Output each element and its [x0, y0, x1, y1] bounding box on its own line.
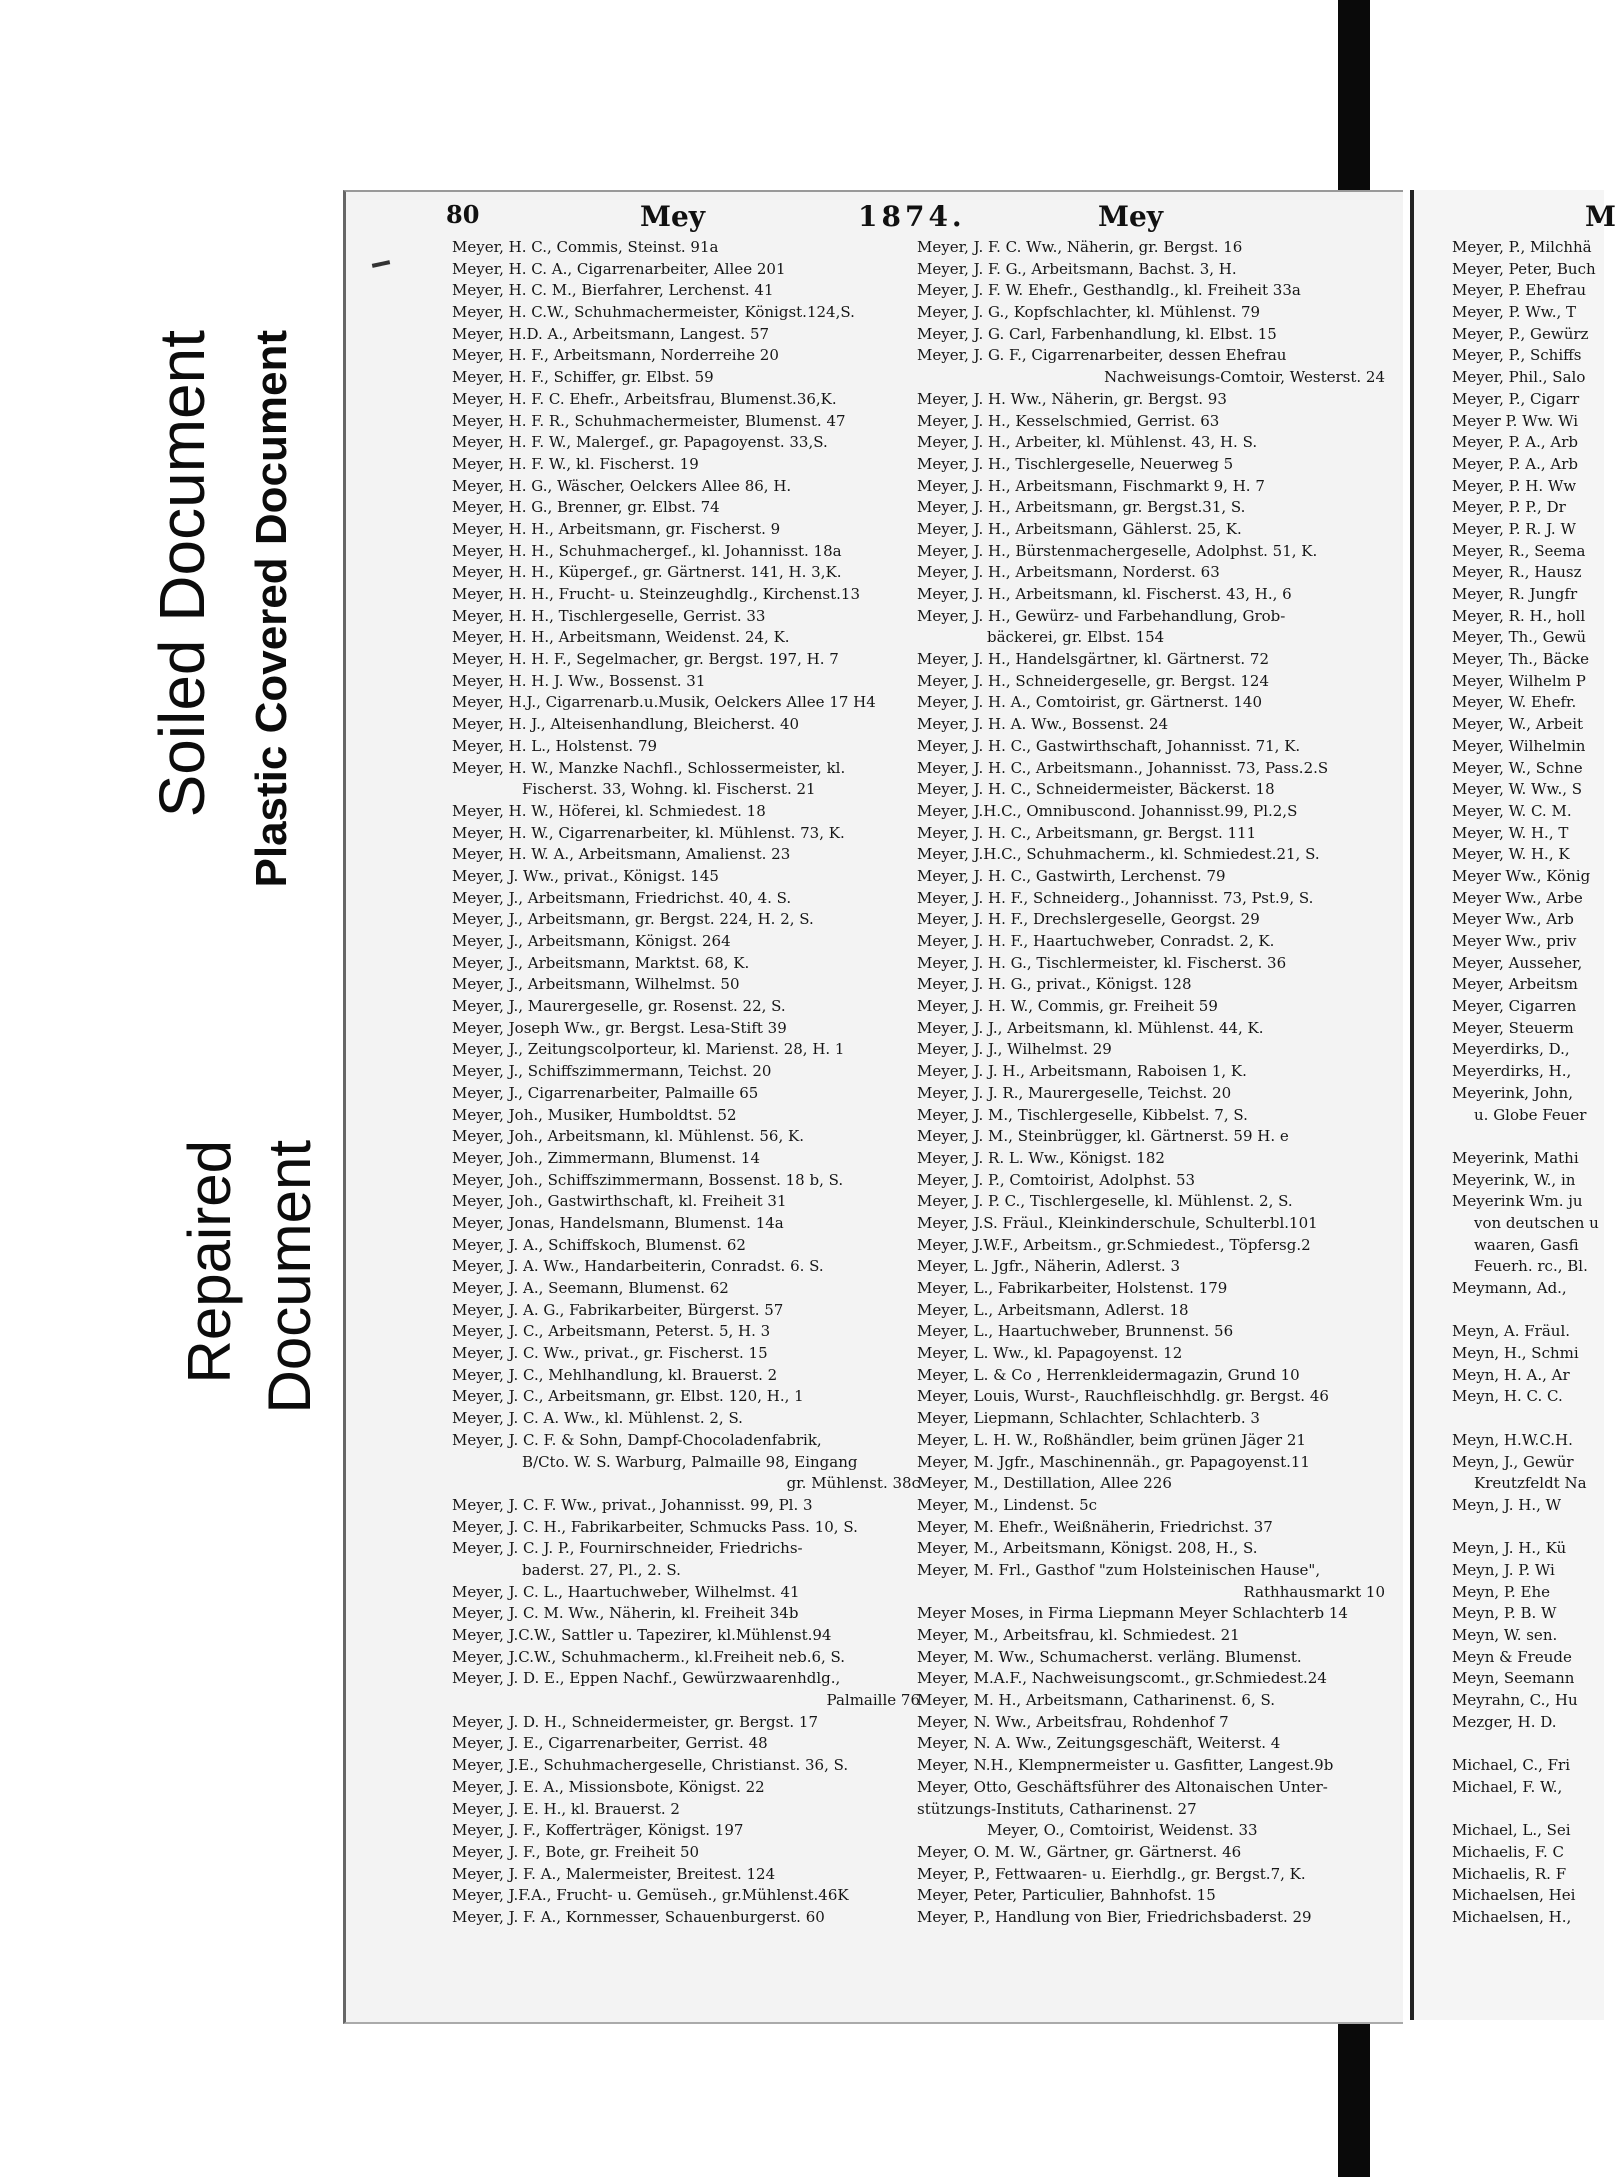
- directory-entry: Meyer, J.H.C., Omnibuscond. Johannisst.99, Pl.2,S: [917, 801, 1298, 820]
- directory-entry: Meyn, Seemann: [1452, 1669, 1575, 1688]
- directory-entry: Meyn, J., Gewür: [1452, 1452, 1574, 1471]
- directory-entry: Meyer, J. H., Arbeitsmann, gr. Bergst.31, S.: [917, 498, 1246, 517]
- directory-entry: Meyer, J., Cigarrenarbeiter, Palmaille 65: [452, 1083, 759, 1102]
- directory-entry: Meyer, H. C.W., Schuhmachermeister, Königst.124,S.: [452, 303, 855, 322]
- directory-entry: Meyer, J. H. A., Comtoirist, gr. Gärtnerst. 140: [917, 693, 1262, 712]
- directory-entry: Meyer, J., Arbeitsmann, Wilhelmst. 50: [452, 975, 740, 994]
- directory-entry: Meyer, O., Comtoirist, Weidenst. 33: [987, 1821, 1258, 1840]
- directory-entry: Meyn, A. Fräul.: [1452, 1322, 1571, 1341]
- directory-entry: [1452, 1408, 1602, 1430]
- directory-entry: Meyer, O. M. W., Gärtner, gr. Gärtnerst. 46: [917, 1842, 1242, 1861]
- directory-entry: Meyer, J. E. H., kl. Brauerst. 2: [452, 1799, 680, 1818]
- directory-entry: Michael, L., Sei: [1452, 1821, 1571, 1840]
- directory-entry: Michael, C., Fri: [1452, 1756, 1570, 1775]
- directory-entry: Meyer, P. P., Dr: [1452, 498, 1566, 517]
- directory-entry: Meyer, P. Ww., T: [1452, 303, 1577, 322]
- directory-entry: Meyer, P., Schiffs: [1452, 346, 1582, 365]
- directory-entry: Meyer, J. H. C., Arbeitsmann., Johannisst. 73, Pass.2.S: [917, 758, 1329, 777]
- directory-entry: Meyer, H. G., Wäscher, Oelckers Allee 86, H.: [452, 476, 792, 495]
- directory-entry: Meyer, H. W. A., Arbeitsmann, Amalienst. 23: [452, 845, 791, 864]
- year-head: 1874.: [858, 200, 966, 233]
- directory-entry: Meyn, H.W.C.H.: [1452, 1430, 1573, 1449]
- directory-entry: Meymann, Ad.,: [1452, 1279, 1567, 1297]
- directory-entry: Meyer, M. Frl., Gasthof "zum Holsteinischen Hause",: [917, 1560, 1321, 1579]
- directory-entry: Meyer, J.W.F., Arbeitsm., gr.Schmiedest., Töpfersg.2: [917, 1235, 1311, 1254]
- directory-entry: Meyerink, W., in: [1452, 1170, 1576, 1189]
- right-running-head: Mey: [1098, 200, 1164, 233]
- directory-entry: Meyer, J. H. W., Commis, gr. Freiheit 59: [917, 997, 1218, 1016]
- directory-entry: Meyer, W. H., K: [1452, 845, 1570, 864]
- directory-entry: Meyer, Liepmann, Schlachter, Schlachterb. 3: [917, 1409, 1260, 1428]
- directory-entry: Meyer, L. H. W., Roßhändler, beim grünen Jäger 21: [917, 1430, 1306, 1449]
- directory-entry: Meyrahn, C., Hu: [1452, 1691, 1578, 1710]
- directory-entry: Meyer, J. H., Handelsgärtner, kl. Gärtnerst. 72: [917, 650, 1270, 669]
- directory-entry: Meyer Ww., Arb: [1452, 910, 1574, 929]
- directory-entry: Meyer, P. Ehefrau: [1452, 281, 1587, 300]
- directory-entry: Meyer, R., Seema: [1452, 541, 1586, 560]
- directory-entry: Meyer, P. A., Arb: [1452, 454, 1578, 473]
- directory-entry: Meyer, J. F. A., Kornmesser, Schauenburgerst. 60: [452, 1907, 825, 1926]
- directory-entry: Meyer, J. R. L. Ww., Königst. 182: [917, 1148, 1165, 1167]
- directory-entry: Meyer, M. Jgfr., Maschinennäh., gr. Papagoyenst.11: [917, 1452, 1310, 1471]
- directory-entry: Meyer, Joh., Arbeitsmann, kl. Mühlenst. 56, K.: [452, 1127, 804, 1146]
- directory-entry: Meyerink Wm. ju: [1452, 1192, 1583, 1211]
- directory-entry: Meyer, J. F. A., Malermeister, Breitest. 124: [452, 1864, 776, 1883]
- directory-entry: Meyer Ww., Arbe: [1452, 888, 1583, 907]
- directory-entry: Meyer, P., Milchhä: [1452, 238, 1592, 256]
- directory-entry: Meyer Ww., König: [1452, 866, 1591, 885]
- directory-entry: Meyer, J., Arbeitsmann, Friedrichst. 40, 4. S.: [452, 888, 792, 907]
- directory-entry: Kreutzfeldt Na: [1474, 1474, 1587, 1493]
- directory-entry: Meyer, H. W., Manzke Nachfl., Schlossermeister, kl.: [452, 758, 846, 777]
- directory-entry: Meyer, J. Ww., privat., Königst. 145: [452, 866, 719, 885]
- directory-entry: Meyer, P., Handlung von Bier, Friedrichsbaderst. 29: [917, 1907, 1312, 1926]
- directory-entry: Meyerink, John,: [1452, 1083, 1573, 1102]
- directory-entry: baderst. 27, Pl., 2. S.: [522, 1560, 681, 1579]
- directory-entry: Meyer, M., Arbeitsmann, Königst. 208, H., S.: [917, 1539, 1258, 1558]
- directory-entry: Michaelsen, H.,: [1452, 1907, 1572, 1926]
- directory-entry: Meyer, H. J., Alteisenhandlung, Bleicherst. 40: [452, 715, 800, 734]
- directory-entry: von deutschen u: [1474, 1213, 1599, 1232]
- directory-entry: Meyer, J. H., Kesselschmied, Gerrist. 63: [917, 411, 1220, 430]
- directory-entry: Meyer, J. H. Ww., Näherin, gr. Bergst. 93: [917, 389, 1227, 408]
- directory-entry: Meyer, W. H., T: [1452, 823, 1569, 842]
- directory-entry: Michaelis, F. C: [1452, 1842, 1564, 1861]
- directory-entry: u. Globe Feuer: [1474, 1105, 1587, 1124]
- directory-entry: Meyer, H. F. R., Schuhmachermeister, Blumenst. 47: [452, 411, 846, 430]
- directory-entry: Meyer, L., Arbeitsmann, Adlerst. 18: [917, 1300, 1189, 1319]
- directory-entry: Meyer, H. H., Arbeitsmann, Weidenst. 24, K.: [452, 628, 790, 647]
- directory-entry: Meyer, N. Ww., Arbeitsfrau, Rohdenhof 7: [917, 1712, 1229, 1731]
- directory-entry: Meyer, J. J., Wilhelmst. 29: [917, 1040, 1112, 1059]
- directory-entry: Meyer, W., Arbeit: [1452, 715, 1584, 734]
- directory-entry: Meyer, J. F. C. Ww., Näherin, gr. Bergst. 16: [917, 238, 1243, 256]
- plastic-covered-label: Plastic Covered Document: [247, 330, 296, 888]
- directory-entry: Meyer, J. C. J. P., Fournirschneider, Friedrichs-: [452, 1539, 803, 1558]
- directory-entry: Meyer, J., Schiffszimmermann, Teichst. 20: [452, 1062, 772, 1081]
- directory-entry: Meyer, J. J. H., Arbeitsmann, Raboisen 1, K.: [917, 1062, 1247, 1081]
- left-running-head: Mey: [640, 200, 706, 233]
- directory-column-right: [917, 237, 1385, 1929]
- directory-entry: Meyn, W. sen.: [1452, 1626, 1558, 1644]
- directory-entry: Meyer, P. R. J. W: [1452, 519, 1576, 538]
- directory-entry: [1452, 1733, 1602, 1755]
- directory-entry: Meyer, L., Haartuchweber, Brunnenst. 56: [917, 1322, 1234, 1341]
- directory-entry: Meyer, J., Arbeitsmann, gr. Bergst. 224, H. 2, S.: [452, 910, 814, 929]
- directory-entry: Meyer Ww., priv: [1452, 932, 1577, 950]
- directory-entry: Meyer, Ausseher,: [1452, 953, 1583, 972]
- directory-entry: bäckerei, gr. Elbst. 154: [987, 628, 1165, 647]
- directory-entry: Meyer, H. H. F., Segelmacher, gr. Bergst. 197, H. 7: [452, 650, 839, 669]
- directory-entry: Meyer, J. A. Ww., Handarbeiterin, Conradst. 6. S.: [452, 1257, 824, 1276]
- repaired-label-2: Document: [256, 1140, 323, 1414]
- directory-entry: Meyer, H. C. M., Bierfahrer, Lerchenst. 41: [452, 281, 774, 300]
- directory-entry: Feuerh. rc., Bl.: [1474, 1257, 1588, 1276]
- directory-entry: Meyer, J. C., Mehlhandlung, kl. Brauerst. 2: [452, 1365, 778, 1384]
- directory-entry: Meyer, J. H. G., Tischlermeister, kl. Fischerst. 36: [917, 953, 1287, 972]
- directory-entry: Meyer, N. A. Ww., Zeitungsgeschäft, Weiterst. 4: [917, 1734, 1281, 1753]
- directory-entry: Meyer, L. Ww., kl. Papagoyenst. 12: [917, 1344, 1183, 1363]
- directory-entry: Meyer, J. J., Arbeitsmann, kl. Mühlenst. 44, K.: [917, 1018, 1264, 1037]
- directory-entry: Meyer, J. C. A. Ww., kl. Mühlenst. 2, S.: [452, 1409, 743, 1428]
- directory-entry: Meyer, J., Arbeitsmann, Marktst. 68, K.: [452, 953, 750, 972]
- directory-entry: Meyn, H. C. C.: [1452, 1387, 1563, 1406]
- directory-entry: Meyer, H. H., Arbeitsmann, gr. Fischerst. 9: [452, 519, 781, 538]
- directory-entry: Meyer, Arbeitsm: [1452, 975, 1578, 994]
- directory-entry: Meyer, J.H.C., Schuhmacherm., kl. Schmiedest.21, S.: [917, 845, 1320, 864]
- directory-entry: Meyer, J. C. F. Ww., privat., Johannisst. 99, Pl. 3: [452, 1495, 813, 1514]
- directory-entry: Nachweisungs-Comtoir, Westerst. 24: [1104, 368, 1385, 387]
- directory-entry: Meyer, J. E., Cigarrenarbeiter, Gerrist. 48: [452, 1734, 768, 1753]
- directory-entry: Meyer, H. W., Höferei, kl. Schmiedest. 18: [452, 801, 766, 820]
- directory-entry: Meyer, R., Hausz: [1452, 563, 1582, 582]
- directory-entry: Meyer, W. Ehefr.: [1452, 693, 1577, 712]
- directory-entry: Meyer, J. H., Arbeitsmann, Norderst. 63: [917, 563, 1220, 582]
- directory-entry: Meyn, H., Schmi: [1452, 1344, 1579, 1363]
- directory-entry: Meyer, P., Fettwaaren- u. Eierhdlg., gr. Bergst.7, K.: [917, 1864, 1306, 1883]
- directory-entry: Meyer, J. D. H., Schneidermeister, gr. Bergst. 17: [452, 1712, 819, 1731]
- directory-entry: Meyer, P. H. Ww: [1452, 476, 1577, 495]
- directory-entry: Meyer, M.A.F., Nachweisungscomt., gr.Schmiedest.24: [917, 1669, 1327, 1688]
- directory-entry: Meyer, Jonas, Handelsmann, Blumenst. 14a: [452, 1213, 784, 1232]
- directory-entry: Meyer, J. F. W. Ehefr., Gesthandlg., kl. Freiheit 33a: [917, 281, 1301, 300]
- directory-entry: Meyer, N.H., Klempnermeister u. Gasfitter, Langest.9b: [917, 1756, 1334, 1775]
- directory-entry: Meyer, J. F., Bote, gr. Freiheit 50: [452, 1842, 700, 1861]
- directory-entry: Meyer, L., Fabrikarbeiter, Holstenst. 179: [917, 1279, 1228, 1297]
- directory-entry: Meyer, J. M., Tischlergeselle, Kibbelst. 7, S.: [917, 1105, 1248, 1124]
- directory-entry: Rathhausmarkt 10: [1243, 1582, 1385, 1601]
- directory-entry: Meyer, J. A., Schiffskoch, Blumenst. 62: [452, 1235, 746, 1254]
- directory-entry: Meyer, J. H. C., Schneidermeister, Bäckerst. 18: [917, 780, 1275, 799]
- directory-entry: Meyn, P. Ehe: [1452, 1582, 1550, 1601]
- directory-entry: Meyer, H. F., Arbeitsmann, Norderreihe 20: [452, 346, 779, 365]
- directory-entry: Meyer, J., Arbeitsmann, Königst. 264: [452, 932, 731, 950]
- directory-entry: Meyer, J. H., Arbeitsmann, kl. Fischerst. 43, H., 6: [917, 585, 1292, 603]
- directory-entry: Meyer, J. G. F., Cigarrenarbeiter, dessen Ehefrau: [917, 346, 1287, 365]
- directory-entry: Meyer, J. F., Kofferträger, Königst. 197: [452, 1821, 744, 1840]
- directory-entry: Meyer, Otto, Geschäftsführer des Altonaischen Unter-: [917, 1777, 1328, 1796]
- directory-entry: Meyer, J. H. F., Schneiderg., Johannisst. 73, Pst.9, S.: [917, 888, 1314, 907]
- directory-entry: Meyn, J. P. Wi: [1452, 1560, 1555, 1579]
- directory-entry: Meyer, J. H., Gewürz- und Farbehandlung, Grob-: [917, 606, 1286, 625]
- directory-entry: Meyer, J. G. Carl, Farbenhandlung, kl. Elbst. 15: [917, 324, 1277, 343]
- directory-entry: [1452, 1126, 1602, 1148]
- directory-entry: Meyer, H. F., Schiffer, gr. Elbst. 59: [452, 368, 714, 387]
- directory-entry: Meyer, J. P. C., Tischlergeselle, kl. Mühlenst. 2, S.: [917, 1192, 1293, 1211]
- directory-entry: Meyer, J., Maurergeselle, gr. Rosenst. 22, S.: [452, 997, 786, 1016]
- directory-entry: Meyer, Joh., Zimmermann, Blumenst. 14: [452, 1148, 760, 1167]
- directory-entry: Michael, F. W.,: [1452, 1777, 1563, 1796]
- directory-entry: Meyer, J. H. G., privat., Königst. 128: [917, 975, 1192, 994]
- directory-entry: Meyer, J. D. E., Eppen Nachf., Gewürzwaarenhdlg.,: [452, 1669, 841, 1688]
- directory-entry: Meyer, J. M., Steinbrügger, kl. Gärtnerst. 59 H. e: [917, 1127, 1289, 1146]
- directory-entry: Meyer, M. Ww., Schumacherst. verläng. Blumenst.: [917, 1647, 1302, 1666]
- directory-entry: Meyn, P. B. W: [1452, 1604, 1557, 1623]
- directory-entry: Meyer, J. C. Ww., privat., gr. Fischerst. 15: [452, 1344, 768, 1363]
- directory-entry: Meyer, Wilhelmin: [1452, 736, 1586, 755]
- directory-entry: Meyer, H. F. W., Malergef., gr. Papagoyenst. 33,S.: [452, 433, 828, 452]
- directory-entry: Meyer, H. C. A., Cigarrenarbeiter, Allee 201: [452, 259, 786, 278]
- directory-entry: [1452, 1300, 1602, 1322]
- directory-entry: Meyer, H. L., Holstenst. 79: [452, 736, 658, 755]
- directory-entry: Meyer, J. C. L., Haartuchweber, Wilhelmst. 41: [452, 1582, 800, 1601]
- directory-entry: [1452, 1517, 1602, 1539]
- directory-column-left: [452, 237, 920, 1929]
- directory-entry: Meyer, L. & Co , Herrenkleidermagazin, Grund 10: [917, 1365, 1300, 1384]
- next-page-head: M: [1585, 200, 1616, 233]
- directory-entry: Meyer, Joseph Ww., gr. Bergst. Lesa-Stift 39: [452, 1018, 787, 1037]
- directory-entry: Meyer, J.E., Schuhmachergeselle, Christianst. 36, S.: [452, 1756, 849, 1775]
- directory-entry: Meyer, J. H., Tischlergeselle, Neuerweg 5: [917, 454, 1234, 473]
- directory-entry: Meyer, J. H. F., Haartuchweber, Conradst. 2, K.: [917, 932, 1275, 950]
- directory-entry: Meyer, J. E. A., Missionsbote, Königst. 22: [452, 1777, 765, 1796]
- directory-entry: Meyer, R. H., holl: [1452, 606, 1586, 625]
- directory-entry: [1452, 1799, 1602, 1821]
- black-binding-bar-bottom: [1338, 2010, 1370, 2177]
- directory-entry: Meyer, Joh., Schiffszimmermann, Bossenst. 18 b, S.: [452, 1170, 844, 1189]
- directory-entry: Meyer, Peter, Particulier, Bahnhofst. 15: [917, 1886, 1216, 1905]
- directory-entry: Meyer, J. F. G., Arbeitsmann, Bachst. 3, H.: [917, 259, 1237, 278]
- directory-entry: Meyer, J. C., Arbeitsmann, gr. Elbst. 120, H., 1: [452, 1387, 804, 1406]
- directory-entry: Meyerdirks, H.,: [1452, 1062, 1572, 1081]
- directory-entry: Meyer, J. C. M. Ww., Näherin, kl. Freiheit 34b: [452, 1604, 799, 1623]
- directory-entry: Meyer, R. Jungfr: [1452, 585, 1578, 603]
- directory-entry: Meyer, J. H., Schneidergeselle, gr. Bergst. 124: [917, 671, 1270, 690]
- directory-entry: Meyer, J. P., Comtoirist, Adolphst. 53: [917, 1170, 1196, 1189]
- directory-entry: Meyer, W. Ww., S: [1452, 780, 1583, 799]
- directory-entry: Meyer, Th., Bäcke: [1452, 650, 1589, 669]
- page-number: 80: [446, 200, 480, 229]
- directory-entry: Meyer, J. H., Arbeitsmann, Gählerst. 25, K.: [917, 519, 1242, 538]
- directory-entry: Meyn, J. H., Kü: [1452, 1539, 1567, 1558]
- directory-entry: Meyer, Phil., Salo: [1452, 368, 1586, 387]
- directory-entry: Meyer, M., Arbeitsfrau, kl. Schmiedest. 21: [917, 1626, 1240, 1644]
- directory-entry: Meyer, Louis, Wurst-, Rauchfleischhdlg. gr. Bergst. 46: [917, 1387, 1329, 1406]
- directory-entry: Meyer, Steuerm: [1452, 1018, 1574, 1037]
- directory-entry: Meyer, L. Jgfr., Näherin, Adlerst. 3: [917, 1257, 1180, 1276]
- directory-entry: Meyer, J. H., Bürstenmachergeselle, Adolphst. 51, K.: [917, 541, 1318, 560]
- directory-entry: Meyer, J. H. C., Gastwirthschaft, Johannisst. 71, K.: [917, 736, 1301, 755]
- directory-entry: Meyer, J. H. C., Arbeitsmann, gr. Bergst. 111: [917, 823, 1257, 842]
- directory-entry: Meyer, J.C.W., Schuhmacherm., kl.Freiheit neb.6, S.: [452, 1647, 846, 1666]
- black-binding-bar-top: [1338, 0, 1370, 200]
- directory-entry: Meyer, Joh., Musiker, Humboldtst. 52: [452, 1105, 737, 1124]
- directory-entry: Meyn & Freude: [1452, 1647, 1572, 1666]
- directory-entry: Meyer, W. C. M.: [1452, 801, 1572, 820]
- directory-entry: B/Cto. W. S. Warburg, Palmaille 98, Eingang: [522, 1452, 858, 1471]
- directory-entry: Meyer, M., Destillation, Allee 226: [917, 1474, 1172, 1493]
- directory-entry: Meyer, H. H., Tischlergeselle, Gerrist. 33: [452, 606, 766, 625]
- directory-entry: Meyer, J. C., Arbeitsmann, Peterst. 5, H. 3: [452, 1322, 771, 1341]
- directory-entry: Michaelis, R. F: [1452, 1864, 1567, 1883]
- directory-entry: Meyer, J. H. C., Gastwirth, Lerchenst. 79: [917, 866, 1226, 885]
- directory-entry: Meyer, M., Lindenst. 5c: [917, 1495, 1098, 1514]
- directory-entry: Meyer, J. H., Arbeitsmann, Fischmarkt 9, H. 7: [917, 476, 1265, 495]
- directory-entry: Meyerdirks, D.,: [1452, 1040, 1570, 1059]
- directory-entry: Meyer, H. W., Cigarrenarbeiter, kl. Mühlenst. 73, K.: [452, 823, 845, 842]
- directory-entry: Mezger, H. D.: [1452, 1712, 1557, 1731]
- directory-entry: Meyer, P. A., Arb: [1452, 433, 1578, 452]
- directory-entry: Meyer, H. H., Küpergef., gr. Gärtnerst. 141, H. 3,K.: [452, 563, 842, 582]
- directory-entry: Meyer, J. A. G., Fabrikarbeiter, Bürgerst. 57: [452, 1300, 784, 1319]
- directory-entry: Meyer Moses, in Firma Liepmann Meyer Schlachterb 14: [917, 1604, 1348, 1623]
- directory-entry: Meyn, H. A., Ar: [1452, 1365, 1570, 1384]
- directory-entry: Meyerink, Mathi: [1452, 1148, 1579, 1167]
- directory-entry: Palmaille 76: [826, 1691, 920, 1710]
- directory-entry: waaren, Gasfi: [1474, 1235, 1579, 1254]
- directory-entry: Meyer, J. C. F. & Sohn, Dampf-Chocoladenfabrik,: [452, 1430, 822, 1449]
- directory-entry: Michaelsen, Hei: [1452, 1886, 1576, 1905]
- directory-entry: Meyer, H. F. W., kl. Fischerst. 19: [452, 454, 699, 473]
- directory-entry: stützungs-Instituts, Catharinenst. 27: [917, 1799, 1197, 1818]
- soiled-document-label: Soiled Document: [146, 330, 218, 818]
- directory-entry: Meyer, M. Ehefr., Weißnäherin, Friedrichst. 37: [917, 1517, 1273, 1536]
- directory-entry: Meyer, J. H. A. Ww., Bossenst. 24: [917, 715, 1169, 734]
- directory-entry: Meyer, J.F.A., Frucht- u. Gemüseh., gr.Mühlenst.46K: [452, 1886, 849, 1905]
- directory-entry: Meyer, H.J., Cigarrenarb.u.Musik, Oelckers Allee 17 H4: [452, 693, 876, 712]
- directory-entry: Meyer, M. H., Arbeitsmann, Catharinenst. 6, S.: [917, 1691, 1276, 1710]
- directory-entry: Meyer P. Ww. Wi: [1452, 411, 1579, 430]
- directory-entry: Meyer, P., Cigarr: [1452, 389, 1580, 408]
- directory-entry: Meyer, J. H., Arbeiter, kl. Mühlenst. 43, H. S.: [917, 433, 1258, 452]
- directory-entry: Meyer, H. G., Brenner, gr. Elbst. 74: [452, 498, 720, 517]
- directory-entry: Meyer, Cigarren: [1452, 997, 1577, 1016]
- repaired-label-1: Repaired: [176, 1140, 243, 1384]
- directory-entry: Meyer, Joh., Gastwirthschaft, kl. Freiheit 31: [452, 1192, 787, 1211]
- directory-entry: Meyer, J.C.W., Sattler u. Tapezirer, kl.Mühlenst.94: [452, 1626, 832, 1644]
- directory-entry: Meyer, J. G., Kopfschlachter, kl. Mühlenst. 79: [917, 303, 1261, 322]
- directory-entry: Meyer, Th., Gewü: [1452, 628, 1586, 647]
- directory-entry: Meyer, J. J. R., Maurergeselle, Teichst. 20: [917, 1083, 1232, 1102]
- directory-entry: Meyer, Wilhelm P: [1452, 671, 1586, 690]
- directory-entry: Meyer, J., Zeitungscolporteur, kl. Marienst. 28, H. 1: [452, 1040, 845, 1059]
- directory-entry: Meyer, W., Schne: [1452, 758, 1583, 777]
- directory-entry: gr. Mühlenst. 38c: [786, 1474, 920, 1493]
- directory-entry: Meyer, P., Gewürz: [1452, 324, 1589, 343]
- directory-entry: Meyer, H. F. C. Ehefr., Arbeitsfrau, Blumenst.36,K.: [452, 389, 837, 408]
- directory-entry: Meyer, H. H. J. Ww., Bossenst. 31: [452, 671, 706, 690]
- directory-entry: Meyer, J. C. H., Fabrikarbeiter, Schmucks Pass. 10, S.: [452, 1517, 858, 1536]
- directory-entry: Meyer, H.D. A., Arbeitsmann, Langest. 57: [452, 324, 770, 343]
- directory-entry: Meyer, Peter, Buch: [1452, 259, 1596, 278]
- directory-entry: Meyn, J. H., W: [1452, 1495, 1562, 1514]
- directory-entry: Meyer, J. H. F., Drechslergeselle, Georgst. 29: [917, 910, 1260, 929]
- directory-entry: Meyer, H. H., Frucht- u. Steinzeughdlg., Kirchenst.13: [452, 585, 861, 603]
- directory-entry: Fischerst. 33, Wohng. kl. Fischerst. 21: [522, 780, 816, 799]
- directory-entry: Meyer, H. H., Schuhmachergef., kl. Johannisst. 18a: [452, 541, 842, 560]
- directory-entry: Meyer, J.S. Fräul., Kleinkinderschule, Schulterbl.101: [917, 1213, 1318, 1232]
- directory-entry: Meyer, J. A., Seemann, Blumenst. 62: [452, 1279, 729, 1297]
- directory-entry: Meyer, H. C., Commis, Steinst. 91a: [452, 238, 719, 256]
- directory-column-next-page: [1452, 237, 1602, 1929]
